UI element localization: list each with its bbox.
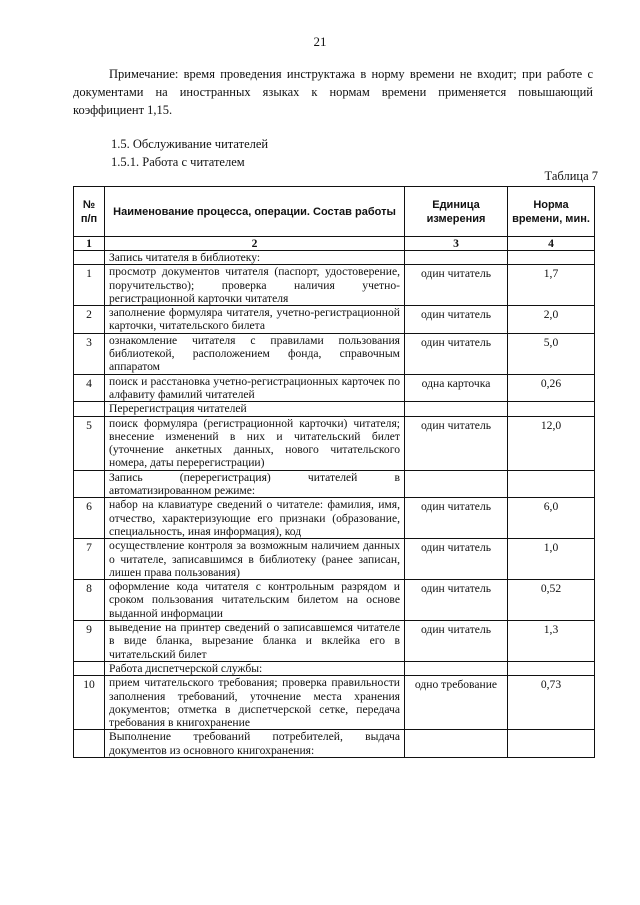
row-norm-value: 6,0 bbox=[508, 498, 595, 539]
column-number-row bbox=[74, 237, 595, 251]
row-norm-value: 0,73 bbox=[508, 676, 595, 730]
row-unit: один читатель bbox=[405, 265, 508, 306]
row-number: 3 bbox=[74, 333, 105, 374]
row-number: 4 bbox=[74, 374, 105, 402]
row-number: 6 bbox=[74, 498, 105, 539]
table-row bbox=[74, 265, 595, 306]
row-norm-value: 5,0 bbox=[508, 333, 595, 374]
row-number: 5 bbox=[74, 416, 105, 470]
norms-table bbox=[73, 186, 595, 758]
row-norm-value: 2,0 bbox=[508, 306, 595, 334]
subsection-heading: 1.5.1. Работа с читателем bbox=[111, 155, 245, 169]
row-description: просмотр документов читателя (паспорт, удостоверение, поручительство); проверка наличия учетно-регистрационной карточки читателя bbox=[105, 265, 405, 306]
row-number bbox=[74, 661, 105, 675]
row-unit bbox=[405, 661, 508, 675]
row-number: 2 bbox=[74, 306, 105, 334]
table-row bbox=[74, 251, 595, 265]
table-row bbox=[74, 539, 595, 580]
section-heading: 1.5. Обслуживание читателей bbox=[111, 137, 269, 151]
row-description: ознакомление читателя с правилами пользования библиотекой, расположением фонда, справочным аппаратом bbox=[105, 333, 405, 374]
row-unit bbox=[405, 470, 508, 498]
header-name: Наименование процесса, операции. Состав работы bbox=[105, 187, 405, 237]
table-row bbox=[74, 333, 595, 374]
header-norm: Норма времени, мин. bbox=[508, 187, 595, 237]
table-label: Таблица 7 bbox=[544, 169, 598, 183]
table-row bbox=[74, 676, 595, 730]
table-row bbox=[74, 580, 595, 621]
row-number bbox=[74, 470, 105, 498]
table-row bbox=[74, 374, 595, 402]
row-description: Запись читателя в библиотеку: bbox=[105, 251, 405, 265]
row-number bbox=[74, 402, 105, 416]
row-description: выведение на принтер сведений о записавшемся читателе в виде бланка, вырезание бланка и вклейка его в читательский билет bbox=[105, 621, 405, 662]
column-number: 1 bbox=[74, 237, 105, 251]
table-row bbox=[74, 416, 595, 470]
row-norm-value bbox=[508, 661, 595, 675]
table-row bbox=[74, 661, 595, 675]
column-number: 2 bbox=[105, 237, 405, 251]
header-unit: Единица измерения bbox=[405, 187, 508, 237]
row-description: поиск и расстановка учетно-регистрационных карточек по алфавиту фамилий читателей bbox=[105, 374, 405, 402]
row-unit: один читатель bbox=[405, 539, 508, 580]
row-number: 8 bbox=[74, 580, 105, 621]
row-number: 1 bbox=[74, 265, 105, 306]
row-norm-value: 1,0 bbox=[508, 539, 595, 580]
page-number: 21 bbox=[313, 34, 327, 49]
row-norm-value: 12,0 bbox=[508, 416, 595, 470]
row-description: Выполнение требований потребителей, выдача документов из основного книгохранения: bbox=[105, 730, 405, 758]
column-number: 4 bbox=[508, 237, 595, 251]
row-number: 7 bbox=[74, 539, 105, 580]
row-unit: одна карточка bbox=[405, 374, 508, 402]
row-description: Работа диспетчерской службы: bbox=[105, 661, 405, 675]
row-unit: один читатель bbox=[405, 333, 508, 374]
row-norm-value: 1,3 bbox=[508, 621, 595, 662]
row-description: осуществление контроля за возможным наличием данных о читателе, записавшимся в библиотеку (ранее записан, лишен права пользования) bbox=[105, 539, 405, 580]
row-number bbox=[74, 251, 105, 265]
row-unit: один читатель bbox=[405, 416, 508, 470]
table-row bbox=[74, 402, 595, 416]
row-unit bbox=[405, 402, 508, 416]
table-row bbox=[74, 730, 595, 758]
table-row bbox=[74, 470, 595, 498]
row-norm-value: 1,7 bbox=[508, 265, 595, 306]
row-norm-value bbox=[508, 470, 595, 498]
row-norm-value bbox=[508, 730, 595, 758]
row-unit bbox=[405, 730, 508, 758]
row-description: прием читательского требования; проверка правильности заполнения требований, уточнение места хранения документов; отметка в диспетчерской сетке, передача требования в книгохранение bbox=[105, 676, 405, 730]
table-row bbox=[74, 621, 595, 662]
row-description: Перерегистрация читателей bbox=[105, 402, 405, 416]
row-description: Запись (перерегистрация) читателей в автоматизированном режиме: bbox=[105, 470, 405, 498]
row-norm-value bbox=[508, 402, 595, 416]
header-no: № п/п bbox=[74, 187, 105, 237]
column-number: 3 bbox=[405, 237, 508, 251]
row-number: 10 bbox=[74, 676, 105, 730]
row-description: заполнение формуляра читателя, учетно-регистрационной карточки, читательского билета bbox=[105, 306, 405, 334]
row-norm-value bbox=[508, 251, 595, 265]
row-norm-value: 0,26 bbox=[508, 374, 595, 402]
note-paragraph: Примечание: время проведения инструктажа в норму времени не входит; при работе с документами на иностранных языках к нормам времени применяется повышающий коэффициент 1,15. bbox=[73, 67, 593, 117]
table-row bbox=[74, 306, 595, 334]
header-row bbox=[74, 187, 595, 237]
row-number: 9 bbox=[74, 621, 105, 662]
row-description: оформление кода читателя с контрольным разрядом и сроком пользования читательским билетом на основе выданной информации bbox=[105, 580, 405, 621]
row-description: набор на клавиатуре сведений о читателе: фамилия, имя, отчество, характеризующие его признаки (образование, специальность, иная информация), код bbox=[105, 498, 405, 539]
row-unit: один читатель bbox=[405, 498, 508, 539]
row-unit: один читатель bbox=[405, 580, 508, 621]
table-body bbox=[74, 251, 595, 758]
table-row bbox=[74, 498, 595, 539]
row-description: поиск формуляра (регистрационной карточки) читателя; внесение изменений в них и читательский билет (уточнение анкетных данных, нового читательского номера, даты перерегистрации) bbox=[105, 416, 405, 470]
row-unit: одно требование bbox=[405, 676, 508, 730]
row-number bbox=[74, 730, 105, 758]
row-unit bbox=[405, 251, 508, 265]
row-unit: один читатель bbox=[405, 306, 508, 334]
row-norm-value: 0,52 bbox=[508, 580, 595, 621]
row-unit: один читатель bbox=[405, 621, 508, 662]
